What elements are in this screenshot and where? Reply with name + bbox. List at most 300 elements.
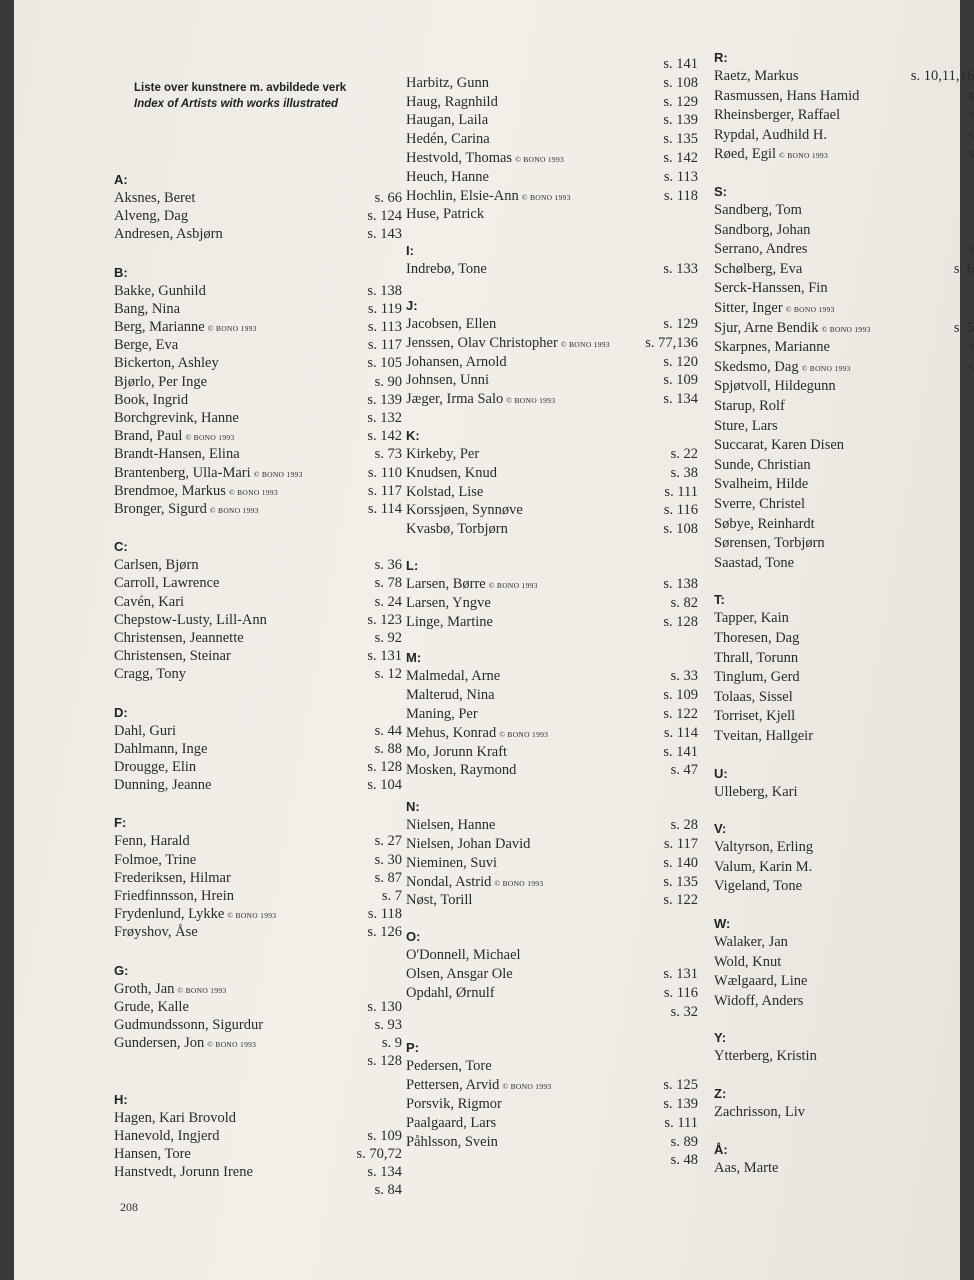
artist-name-text: Folmoe, Trine xyxy=(114,851,197,868)
artist-name xyxy=(114,630,244,647)
page-reference: s. 109 xyxy=(663,687,698,704)
index-entry xyxy=(406,874,698,894)
artist-name-text: Haug, Ragnhild xyxy=(406,93,498,110)
artist-name-text: Johnsen, Unni xyxy=(406,372,489,389)
artist-name xyxy=(406,354,507,371)
artist-name xyxy=(406,169,489,186)
artist-name-text: Cragg, Tony xyxy=(114,666,187,683)
artist-name xyxy=(114,319,257,336)
letter-heading: T: xyxy=(714,592,725,608)
letter-heading: D: xyxy=(114,704,128,720)
artist-name-text: Ytterberg, Kristin xyxy=(714,1048,817,1065)
artist-name xyxy=(114,575,219,592)
index-entry xyxy=(406,1058,698,1078)
artist-name-text: Brantenberg, Ulla-Mari xyxy=(114,464,251,481)
index-entry xyxy=(406,687,698,707)
page-reference: s. 9 xyxy=(381,1035,402,1052)
artist-name xyxy=(406,261,487,278)
index-entry xyxy=(406,1134,698,1154)
artist-name-text: Wælgaard, Line xyxy=(714,973,808,990)
page-reference: s. 123 xyxy=(367,611,402,628)
copyright-notice: © BONO 1993 xyxy=(227,911,277,921)
page-reference: s. 131 xyxy=(367,648,402,665)
artist-name xyxy=(714,339,830,356)
artist-name xyxy=(114,777,211,794)
letter-heading: V: xyxy=(714,821,727,837)
artist-name xyxy=(714,555,794,572)
artist-name-text: Olsen, Ansgar Ole xyxy=(406,966,513,982)
page-reference: s. 138 xyxy=(663,576,698,592)
artist-name xyxy=(406,131,490,148)
copyright-notice: © BONO 1993 xyxy=(499,729,549,739)
page-reference: s. 117 xyxy=(663,836,698,852)
artist-name xyxy=(406,687,495,704)
artist-name-text: Chepstow-Lusty, Lill-Ann xyxy=(114,611,267,628)
artist-name-text: Carlsen, Bjørn xyxy=(114,557,199,574)
copyright-notice: © BONO 1993 xyxy=(207,324,257,333)
artist-name-text: Søbye, Reinhardt xyxy=(714,515,815,532)
letter-heading: F: xyxy=(114,815,127,831)
artist-name xyxy=(714,689,793,706)
artist-name-text: Torriset, Kjell xyxy=(714,708,796,725)
index-entry xyxy=(114,483,402,503)
index-entry xyxy=(114,446,402,466)
artist-name-text: Drougge, Elin xyxy=(114,759,197,775)
page-reference: s. 93 xyxy=(374,1017,402,1033)
page-reference: s. 140 xyxy=(663,854,698,871)
artist-name-text: Wold, Knut xyxy=(714,953,782,970)
artist-name xyxy=(114,924,198,941)
page-reference: s. 138 xyxy=(367,282,402,299)
artist-name-text: Hansen, Tore xyxy=(114,1146,191,1162)
index-entry xyxy=(114,1128,402,1148)
index-entry xyxy=(714,1048,974,1068)
index-entry xyxy=(114,428,402,448)
artist-name xyxy=(114,465,303,482)
index-entry xyxy=(406,1115,698,1135)
letter-heading: I: xyxy=(406,243,414,259)
copyright-notice: © BONO 1993 xyxy=(785,305,835,314)
copyright-notice: © BONO 1993 xyxy=(502,1082,552,1092)
artist-name xyxy=(714,708,795,725)
artist-name-text: Frederiksen, Hilmar xyxy=(114,869,231,886)
index-entry xyxy=(714,993,974,1013)
artist-name xyxy=(114,999,189,1016)
artist-name xyxy=(714,784,797,801)
artist-name xyxy=(714,1160,778,1177)
artist-name-text: Tapper, Kain xyxy=(714,610,789,627)
artist-name xyxy=(406,966,513,983)
page-reference: s. 24 xyxy=(374,593,402,610)
page-reference: s xyxy=(968,107,974,124)
page-reference: s xyxy=(968,339,974,356)
artist-name xyxy=(714,839,813,856)
index-entry xyxy=(114,852,402,872)
artist-name xyxy=(714,993,803,1010)
artist-name xyxy=(114,355,219,372)
letter-heading: N: xyxy=(406,799,420,815)
page-reference: s. 117 xyxy=(367,482,402,499)
book-page xyxy=(14,0,974,1280)
index-entry xyxy=(114,648,402,668)
artist-name-text: Widoff, Anders xyxy=(714,992,804,1009)
artist-name-text: Sitter, Inger xyxy=(714,300,783,316)
page-reference: s. 89 xyxy=(670,1133,698,1150)
artist-name xyxy=(114,852,196,869)
letter-heading: M: xyxy=(406,650,422,666)
page-reference: s. 90 xyxy=(374,373,402,390)
artist-name-text: Thrall, Torunn xyxy=(714,649,799,666)
artist-name-text: Book, Ingrid xyxy=(114,391,189,408)
index-entry xyxy=(114,630,402,650)
artist-name-text: Frydenlund, Lykke xyxy=(114,906,225,923)
artist-name xyxy=(714,728,813,745)
artist-name xyxy=(406,150,564,167)
index-entry xyxy=(114,301,402,321)
letter-heading: Å: xyxy=(714,1141,728,1157)
page-reference: s. 36 xyxy=(374,557,402,574)
index-entry xyxy=(714,516,974,536)
copyright-notice: © BONO 1993 xyxy=(515,155,565,164)
artist-name-text: Korssjøen, Synnøve xyxy=(406,502,523,519)
index-entry xyxy=(114,723,402,743)
index-entry xyxy=(114,1035,402,1055)
page-reference: s. 92 xyxy=(374,630,402,646)
page-reference: s. 119 xyxy=(367,300,402,317)
artist-name xyxy=(114,888,234,905)
page-reference: s. 122 xyxy=(663,892,698,909)
artist-name-text: Serrano, Andres xyxy=(714,241,808,258)
artist-name-text: Hestvold, Thomas xyxy=(406,150,513,166)
index-entry xyxy=(714,339,974,359)
index-entry xyxy=(714,650,974,670)
copyright-notice: © BONO 1993 xyxy=(488,581,538,590)
page-reference: s. 134 xyxy=(663,391,698,408)
index-entry xyxy=(714,359,974,379)
index-entry xyxy=(406,131,698,151)
artist-name-text: Bronger, Sigurd xyxy=(114,501,207,517)
artist-name xyxy=(114,666,186,683)
page-reference: s. 118 xyxy=(663,187,698,204)
index-entry xyxy=(714,437,974,457)
artist-name-text: Zachrisson, Liv xyxy=(714,1104,806,1120)
artist-name-text: Ulleberg, Kari xyxy=(714,783,798,800)
artist-name-text: Rheinsberger, Raffael xyxy=(714,107,841,124)
index-entry xyxy=(114,594,402,614)
artist-name xyxy=(406,188,571,205)
index-entry xyxy=(406,836,698,856)
artist-name xyxy=(714,127,827,144)
letter-heading: H: xyxy=(114,1091,128,1107)
artist-name xyxy=(114,483,278,500)
artist-name-text: Maning, Per xyxy=(406,706,478,722)
page-reference: s. 134 xyxy=(367,1164,402,1181)
artist-name-text: Jæger, Irma Salo xyxy=(406,391,504,408)
index-entry xyxy=(114,283,402,303)
artist-name xyxy=(714,107,840,124)
letter-heading: K: xyxy=(406,428,420,443)
index-entry xyxy=(406,75,698,95)
index-entry xyxy=(406,668,698,688)
page-reference: s xyxy=(968,358,974,375)
page-reference: s. 78 xyxy=(374,575,402,592)
index-entry xyxy=(114,208,402,228)
artist-name xyxy=(406,521,508,538)
artist-name-text: Sjur, Arne Bendik xyxy=(714,319,819,336)
page-reference: s. 84 xyxy=(374,1182,402,1199)
artist-name xyxy=(114,1128,220,1145)
page-reference: s xyxy=(968,87,974,104)
artist-name xyxy=(714,878,802,895)
page-reference: s. 66 xyxy=(374,190,402,206)
page-reference: s. 120 xyxy=(663,353,698,370)
artist-name-text: Bakke, Gunhild xyxy=(114,282,206,299)
index-entry xyxy=(714,878,974,898)
index-entry xyxy=(714,630,974,650)
page-reference: s. 12 xyxy=(374,666,402,683)
index-entry xyxy=(114,374,402,394)
artist-name-text: Hanevold, Ingjerd xyxy=(114,1127,220,1144)
artist-name-text: Sørensen, Torbjørn xyxy=(714,535,825,552)
letter-heading: C: xyxy=(114,539,128,555)
artist-name xyxy=(714,437,844,454)
index-entry xyxy=(714,300,974,320)
page-reference: s. 5 xyxy=(953,319,974,336)
artist-name-text: Serck-Hanssen, Fin xyxy=(714,280,828,297)
index-entry xyxy=(714,127,974,147)
index-entry xyxy=(714,146,974,166)
index-entry xyxy=(714,261,974,281)
page-reference: s. 135 xyxy=(663,873,698,890)
artist-name xyxy=(714,973,807,990)
index-entry xyxy=(406,391,698,411)
index-entry xyxy=(714,689,974,709)
index-title: Liste over kunstnere m. avbildede verk xyxy=(134,82,347,94)
artist-name-text: Pedersen, Tore xyxy=(406,1058,492,1075)
index-entry xyxy=(714,222,974,242)
page-reference: s. 7 xyxy=(381,888,402,904)
copyright-notice: © BONO 1993 xyxy=(185,433,235,443)
artist-name xyxy=(114,981,226,998)
index-entry xyxy=(714,954,974,974)
index-entry xyxy=(406,112,698,132)
page-reference: s. 129 xyxy=(663,93,698,110)
artist-name xyxy=(714,1104,805,1121)
artist-name xyxy=(714,535,825,552)
letter-heading: O: xyxy=(406,929,421,945)
index-entry xyxy=(406,169,698,189)
index-entry xyxy=(714,378,974,398)
page-reference: s. 70,72 xyxy=(356,1146,402,1162)
index-entry xyxy=(114,1110,402,1130)
artist-name xyxy=(114,1164,253,1181)
letter-heading: Y: xyxy=(714,1030,727,1046)
copyright-notice: © BONO 1993 xyxy=(177,985,227,995)
copyright-notice: © BONO 1993 xyxy=(209,506,259,515)
page-reference: s. 114 xyxy=(663,724,698,741)
artist-name-text: Dunning, Jeanne xyxy=(114,777,212,794)
artist-name xyxy=(406,391,555,408)
artist-name-text: O'Donnell, Michael xyxy=(406,947,521,964)
page-reference: s xyxy=(968,146,974,163)
letter-heading: P: xyxy=(406,1040,419,1056)
artist-name xyxy=(114,226,223,243)
artist-name-text: Larsen, Børre xyxy=(406,576,486,592)
artist-name-text: Hanstvedt, Jorunn Irene xyxy=(114,1164,253,1181)
artist-name-text: Succarat, Karen Disen xyxy=(714,437,845,454)
artist-name-text: Dahlmann, Inge xyxy=(114,740,208,757)
artist-name xyxy=(406,94,498,111)
page-reference: s. 109 xyxy=(663,372,698,389)
index-entry xyxy=(114,410,402,430)
artist-name-text: Sandberg, Tom xyxy=(714,202,802,218)
artist-name-text: Hedén, Carina xyxy=(406,131,490,148)
index-entry xyxy=(714,555,974,575)
artist-name xyxy=(714,610,789,627)
copyright-notice: © BONO 1993 xyxy=(821,324,871,334)
artist-name xyxy=(406,947,521,964)
artist-name-text: Christensen, Steinar xyxy=(114,648,231,665)
index-entry xyxy=(714,457,974,477)
artist-name xyxy=(406,75,489,92)
artist-name-text: Sunde, Christian xyxy=(714,456,811,473)
artist-name xyxy=(714,954,781,971)
artist-name-text: Hochlin, Elsie-Ann xyxy=(406,187,519,204)
artist-name-text: Rasmussen, Hans Hamid xyxy=(714,87,860,104)
copyright-notice: © BONO 1993 xyxy=(506,396,556,406)
artist-name xyxy=(714,146,828,163)
page-reference: s. 32 xyxy=(670,1003,698,1020)
copyright-notice: © BONO 1993 xyxy=(228,487,278,497)
artist-name-text: Heuch, Hanne xyxy=(406,168,489,185)
index-entry xyxy=(714,610,974,630)
page-reference: s. 117 xyxy=(367,337,402,354)
artist-name-text: Sandborg, Johan xyxy=(714,221,811,238)
page-reference: s. 142 xyxy=(663,150,698,166)
index-entry xyxy=(406,372,698,392)
artist-name xyxy=(406,316,496,333)
index-entry xyxy=(406,206,698,226)
artist-name xyxy=(714,650,798,667)
artist-name-text: Knudsen, Knud xyxy=(406,464,498,481)
artist-name-text: Frøyshov, Åse xyxy=(114,924,198,941)
page-reference: s. 47 xyxy=(670,762,698,779)
artist-name-text: Walaker, Jan xyxy=(714,934,788,950)
artist-name xyxy=(714,241,807,258)
page-reference: s. 48 xyxy=(670,1152,698,1169)
artist-name-text: Brand, Paul xyxy=(114,428,183,445)
index-entry xyxy=(714,1160,974,1180)
artist-name-text: Pettersen, Arvid xyxy=(406,1077,500,1094)
artist-name xyxy=(406,762,516,779)
artist-name-text: Nieminen, Suvi xyxy=(406,854,498,871)
artist-name xyxy=(114,557,199,574)
letter-heading: W: xyxy=(714,916,731,931)
index-entry xyxy=(714,784,974,804)
index-entry xyxy=(114,666,402,686)
artist-name xyxy=(114,374,207,391)
index-entry xyxy=(714,728,974,748)
index-entry xyxy=(714,496,974,516)
index-entry xyxy=(114,1017,402,1037)
artist-name xyxy=(114,1110,236,1127)
artist-name-text: Grude, Kalle xyxy=(114,998,189,1015)
artist-name xyxy=(406,817,495,834)
artist-name xyxy=(714,68,799,85)
page-reference: s. 129 xyxy=(663,316,698,332)
page-reference: s. 10,11,16 xyxy=(910,68,974,84)
artist-name-text: Porsvik, Rigmor xyxy=(406,1096,502,1112)
page-reference: s. 109 xyxy=(367,1127,402,1144)
index-entry xyxy=(114,1164,402,1184)
artist-name-text: Bang, Nina xyxy=(114,300,181,317)
artist-name xyxy=(114,337,178,354)
copyright-notice: © BONO 1993 xyxy=(207,1040,257,1050)
artist-name xyxy=(114,870,231,887)
artist-name-text: Dahl, Guri xyxy=(114,722,177,739)
letter-heading: U: xyxy=(714,765,728,781)
artist-name-text: Vigeland, Tone xyxy=(714,878,803,895)
index-entry xyxy=(406,261,698,281)
artist-name xyxy=(114,594,184,611)
artist-name-text: Aas, Marte xyxy=(714,1159,779,1176)
copyright-notice: © BONO 1993 xyxy=(801,363,851,373)
page-reference: s. 141 xyxy=(663,743,698,760)
index-entry xyxy=(114,226,402,246)
artist-name-text: Nielsen, Hanne xyxy=(406,817,496,834)
artist-name-text: Bickerton, Ashley xyxy=(114,355,219,372)
artist-name-text: Friedfinnsson, Hrein xyxy=(114,888,235,904)
artist-name-text: Haugan, Laila xyxy=(406,112,489,129)
artist-name-text: Huse, Patrick xyxy=(406,206,485,223)
copyright-notice: © BONO 1993 xyxy=(521,192,571,202)
index-entry xyxy=(714,708,974,728)
index-entry xyxy=(406,966,698,986)
artist-name xyxy=(114,833,190,850)
artist-name-text: Harbitz, Gunn xyxy=(406,74,489,91)
letter-heading: R: xyxy=(714,50,728,65)
artist-name xyxy=(714,934,788,951)
index-entry xyxy=(714,859,974,879)
letter-heading: J: xyxy=(406,298,418,313)
index-entry xyxy=(714,476,974,496)
artist-name xyxy=(714,280,828,297)
artist-name xyxy=(114,648,231,665)
page-reference: s. 128 xyxy=(663,613,698,630)
artist-name xyxy=(406,614,493,631)
artist-name xyxy=(714,457,811,474)
artist-name xyxy=(714,476,808,493)
artist-name xyxy=(714,516,815,533)
artist-name xyxy=(714,630,799,647)
index-entry xyxy=(714,839,974,859)
artist-name xyxy=(114,301,180,318)
artist-name-text: Kolstad, Lise xyxy=(406,483,484,500)
page-reference: s. 6 xyxy=(953,260,974,277)
artist-name-text: Berge, Eva xyxy=(114,337,179,354)
index-entry xyxy=(114,870,402,890)
artist-name-text: Nøst, Torill xyxy=(406,892,473,909)
artist-name xyxy=(114,612,267,629)
index-entry xyxy=(714,320,974,340)
letter-heading: A: xyxy=(114,172,128,187)
artist-name-text: Groth, Jan xyxy=(114,980,175,997)
page-reference: s. 128 xyxy=(367,1053,402,1070)
artist-name-text: Gudmundssonn, Sigurdur xyxy=(114,1017,264,1033)
index-entry xyxy=(114,1146,402,1166)
artist-name-text: Mo, Jorunn Kraft xyxy=(406,743,508,760)
index-entry xyxy=(114,888,402,908)
